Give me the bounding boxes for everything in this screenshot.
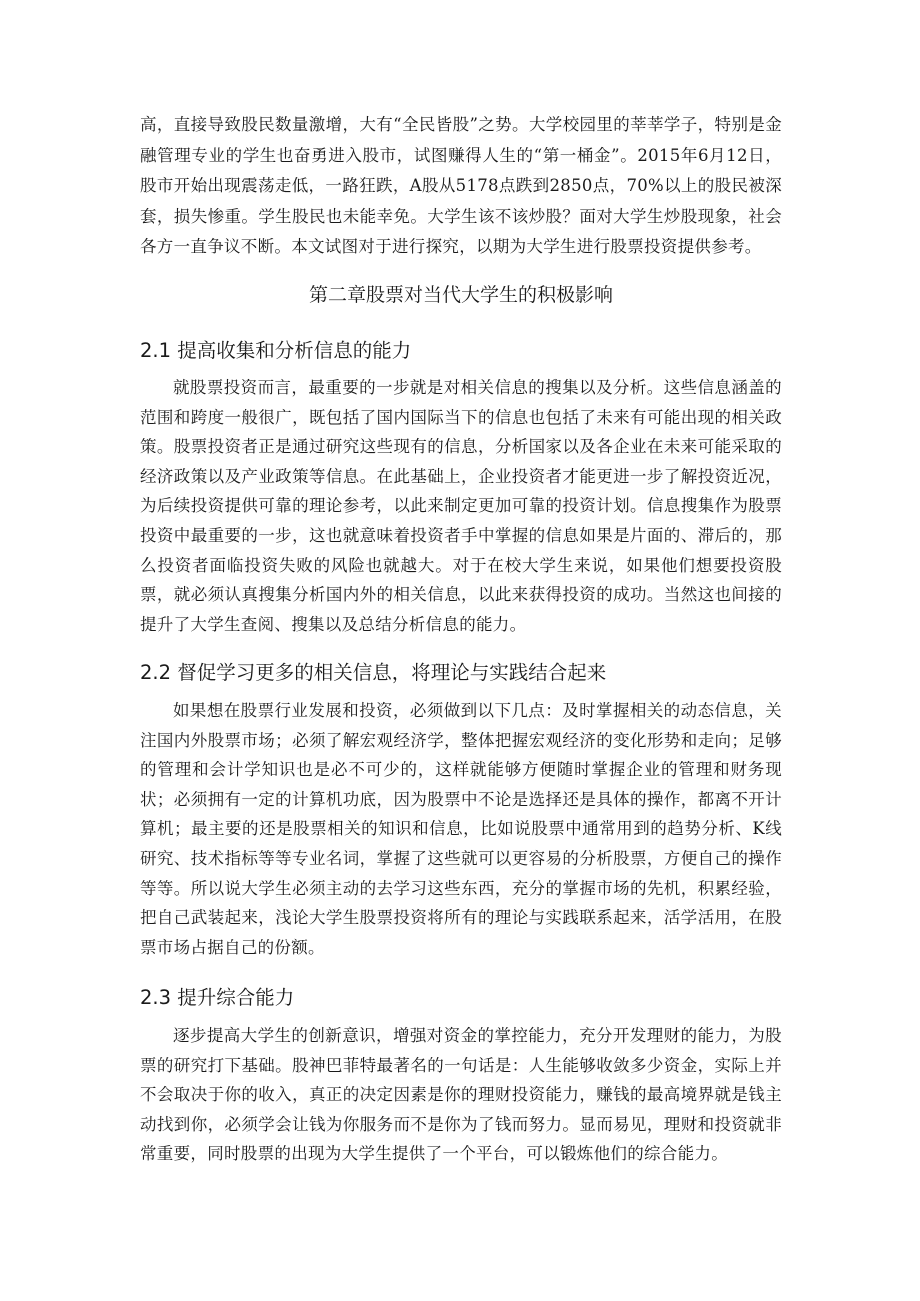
section-paragraph-2-2: 如果想在股票行业发展和投资，必须做到以下几点：及时掌握相关的动态信息，关注国内外股票市场；必须了解宏观经济学，整体把握宏观经济的变化形势和走向；足够的管理和会计学知识也是必不可少的，这样就能够方便随时掌握企业的管理和财务现状；必须拥有一定的计算机功底，因为股票中不论是选择还是具体的操作，都离不开计算机；最主要的还是股票相关的知识和信息，比如说股票中通常用到的趋势分析、K线研究、技术指标等等专业名词，掌握了这些就可以更容易的分析股票，方便自己的操作等等。所以说大学生必须主动的去学习这些东西，充分的掌握市场的先机，积累经验，把自己武装起来，浅论大学生股票投资将所有的理论与实践联系起来，活学活用，在股票市场占据自己的份额。	[140, 701, 782, 957]
section-heading-2-3: 2.3 提升综合能力	[140, 986, 295, 1009]
section-heading-2-2: 2.2 督促学习更多的相关信息，将理论与实践结合起来	[140, 661, 607, 684]
section-paragraph-2-1: 就股票投资而言，最重要的一步就是对相关信息的搜集以及分析。这些信息涵盖的范围和跨度一般很广，既包括了国内国际当下的信息也包括了未来有可能出现的相关政策。股票投资者正是通过研究这些现有的信息，分析国家以及各企业在未来可能采取的经济政策以及产业政策等信息。在此基础上，企业投资者才能更进一步了解投资近况，为后续投资提供可靠的理论参考，以此来制定更加可靠的投资计划。信息搜集作为股票投资中最重要的一步，这也就意味着投资者手中掌握的信息如果是片面的、滞后的，那么投资者面临投资失败的风险也就越大。对于在校大学生来说，如果他们想要投资股票，就必须认真搜集分析国内外的相关信息，以此来获得投资的成功。当然这也间接的提升了大学生查阅、搜集以及总结分析信息的能力。	[140, 378, 782, 634]
chapter-title: 第二章股票对当代大学生的积极影响	[308, 284, 613, 306]
section-paragraph-2-3: 逐步提高大学生的创新意识，增强对资金的掌控能力，充分开发理财的能力，为股票的研究打下基础。股神巴菲特最著名的一句话是：人生能够收敛多少资金，实际上并不会取决于你的收入，真正的决定因素是你的理财投资能力，赚钱的最高境界就是钱主动找到你，必须学会让钱为你服务而不是你为了钱而努力。显而易见，理财和投资就非常重要，同时股票的出现为大学生提供了一个平台，可以锻炼他们的综合能力。	[140, 1026, 782, 1164]
intro-paragraph: 高，直接导致股民数量激增，大有“全民皆股”之势。大学校园里的莘莘学子，特别是金融管理专业的学生也奋勇进入股市，试图赚得人生的“第一桶金”。2015年6月12日，股市开始出现震荡走低，一路狂跌，A股从5178点跌到2850点，70%以上的股民被深套，损失惨重。学生股民也未能幸免。大学生该不该炒股？面对大学生炒股现象，社会各方一直争议不断。本文试图对于进行探究，以期为大学生进行股票投资提供参考。	[140, 115, 782, 256]
section-heading-2-1: 2.1 提高收集和分析信息的能力	[140, 339, 412, 362]
